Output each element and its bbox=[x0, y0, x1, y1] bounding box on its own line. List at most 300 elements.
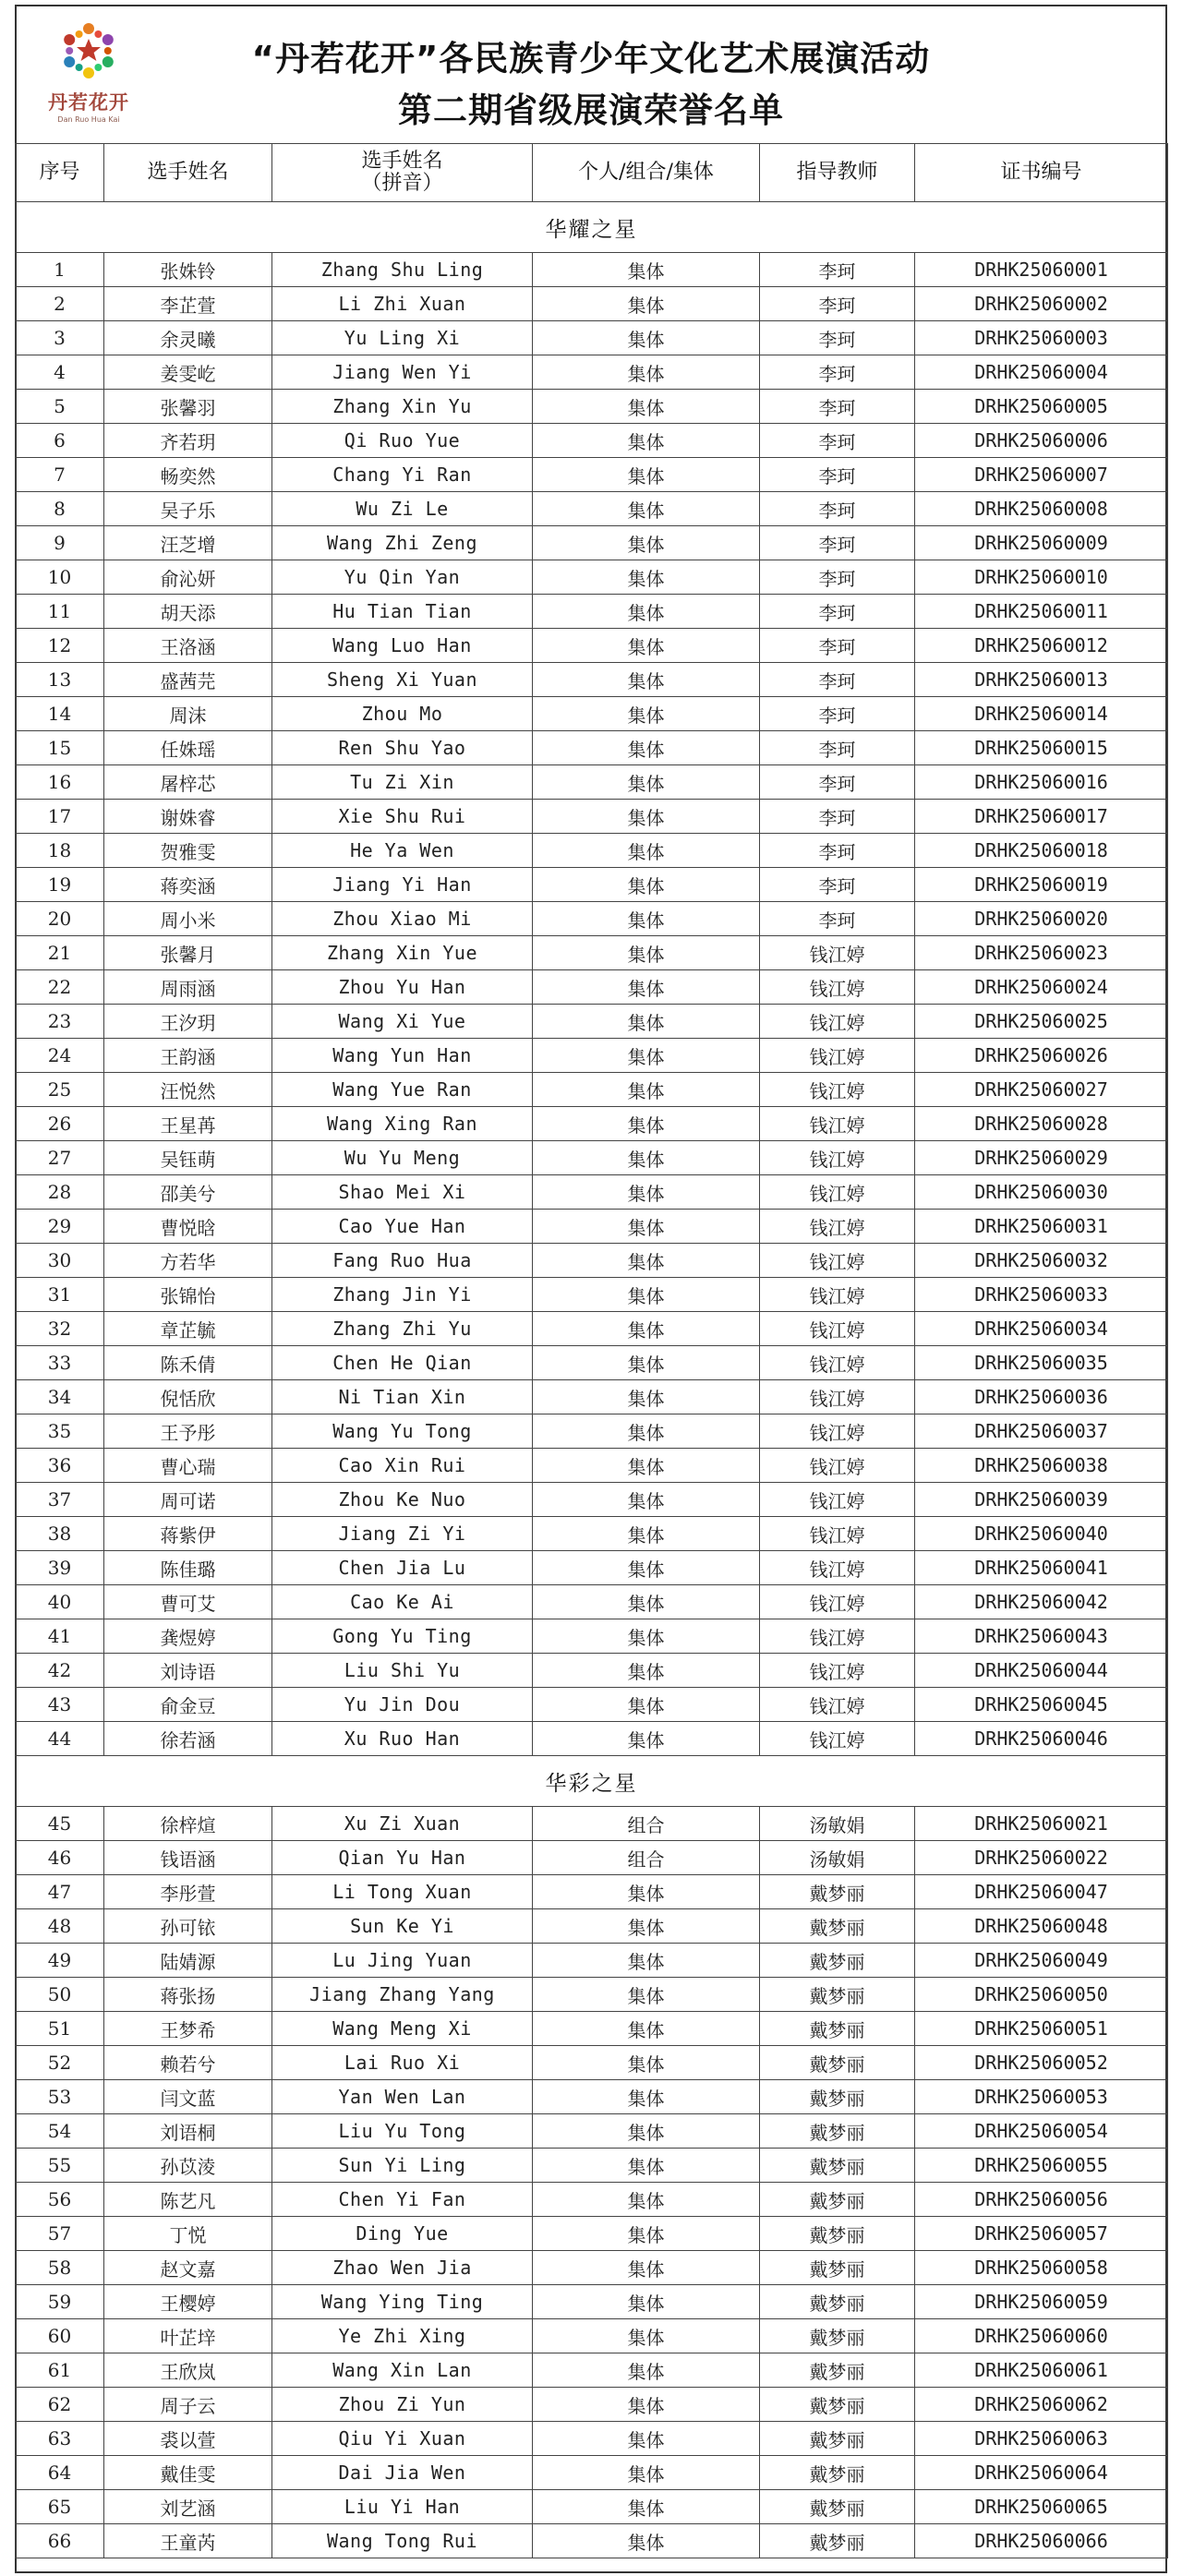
table-row bbox=[16, 492, 1168, 526]
table-row bbox=[16, 1414, 1168, 1449]
participation-type: 集体 bbox=[533, 2080, 760, 2114]
certificate-number: DRHK25060002 bbox=[915, 287, 1168, 321]
table-row bbox=[16, 1517, 1168, 1551]
certificate-number: DRHK25060001 bbox=[915, 253, 1168, 287]
instructor-name: 李珂 bbox=[760, 868, 915, 902]
participant-name: 龚煜婷 bbox=[104, 1619, 272, 1654]
participant-name: 俞金豆 bbox=[104, 1688, 272, 1722]
participant-pinyin: Gong Yu Ting bbox=[272, 1619, 533, 1654]
participant-pinyin: Zhou Ke Nuo bbox=[272, 1483, 533, 1517]
certificate-number: DRHK25060006 bbox=[915, 424, 1168, 458]
participant-name: 赵文嘉 bbox=[104, 2251, 272, 2285]
participation-type: 集体 bbox=[533, 1039, 760, 1073]
participant-name: 王星苒 bbox=[104, 1107, 272, 1141]
table-body bbox=[16, 202, 1168, 2558]
participant-name: 刘诗语 bbox=[104, 1654, 272, 1688]
participant-name: 王洛涵 bbox=[104, 629, 272, 663]
certificate-number: DRHK25060066 bbox=[915, 2524, 1168, 2558]
participant-name: 王汐玥 bbox=[104, 1005, 272, 1039]
instructor-name: 李珂 bbox=[760, 800, 915, 834]
row-index: 7 bbox=[16, 458, 104, 492]
participant-name: 孙可铱 bbox=[104, 1909, 272, 1944]
participant-name: 周小米 bbox=[104, 902, 272, 936]
row-index: 9 bbox=[16, 526, 104, 560]
certificate-number: DRHK25060033 bbox=[915, 1278, 1168, 1312]
participation-type: 集体 bbox=[533, 1483, 760, 1517]
row-index: 56 bbox=[16, 2183, 104, 2217]
participant-name: 刘语桐 bbox=[104, 2114, 272, 2149]
instructor-name: 戴梦丽 bbox=[760, 2046, 915, 2080]
table-row bbox=[16, 868, 1168, 902]
table-row bbox=[16, 2285, 1168, 2319]
row-index: 16 bbox=[16, 765, 104, 800]
participation-type: 集体 bbox=[533, 1278, 760, 1312]
participant-name: 陈艺凡 bbox=[104, 2183, 272, 2217]
participation-type: 集体 bbox=[533, 2490, 760, 2524]
participant-pinyin: Ren Shu Yao bbox=[272, 731, 533, 765]
instructor-name: 钱江婷 bbox=[760, 1722, 915, 1756]
certificate-number: DRHK25060028 bbox=[915, 1107, 1168, 1141]
certificate-number: DRHK25060063 bbox=[915, 2422, 1168, 2456]
participant-pinyin: Wang Tong Rui bbox=[272, 2524, 533, 2558]
table-row bbox=[16, 1278, 1168, 1312]
row-index: 38 bbox=[16, 1517, 104, 1551]
instructor-name: 钱江婷 bbox=[760, 936, 915, 970]
table-row bbox=[16, 1039, 1168, 1073]
row-index: 32 bbox=[16, 1312, 104, 1346]
table-row bbox=[16, 1619, 1168, 1654]
participant-pinyin: Qian Yu Han bbox=[272, 1841, 533, 1875]
participation-type: 集体 bbox=[533, 1107, 760, 1141]
table-row bbox=[16, 2490, 1168, 2524]
participant-name: 李芷萱 bbox=[104, 287, 272, 321]
row-index: 14 bbox=[16, 697, 104, 731]
section-title: 华耀之星 bbox=[16, 202, 1168, 253]
row-index: 5 bbox=[16, 390, 104, 424]
col-header-category: 个人/组合/集体 bbox=[533, 144, 760, 202]
row-index: 12 bbox=[16, 629, 104, 663]
participant-pinyin: Wu Yu Meng bbox=[272, 1141, 533, 1175]
participant-pinyin: Wang Luo Han bbox=[272, 629, 533, 663]
row-index: 53 bbox=[16, 2080, 104, 2114]
instructor-name: 李珂 bbox=[760, 390, 915, 424]
certificate-number: DRHK25060053 bbox=[915, 2080, 1168, 2114]
participant-pinyin: Cao Xin Rui bbox=[272, 1449, 533, 1483]
col-header-pinyin-text: 选手姓名 （拼音） bbox=[361, 150, 443, 195]
table-row bbox=[16, 1380, 1168, 1414]
participant-pinyin: Li Zhi Xuan bbox=[272, 287, 533, 321]
row-index: 50 bbox=[16, 1978, 104, 2012]
instructor-name: 汤敏娟 bbox=[760, 1841, 915, 1875]
instructor-name: 李珂 bbox=[760, 697, 915, 731]
participant-pinyin: Zhang Xin Yue bbox=[272, 936, 533, 970]
certificate-number: DRHK25060010 bbox=[915, 560, 1168, 595]
participation-type: 集体 bbox=[533, 390, 760, 424]
table-row bbox=[16, 2456, 1168, 2490]
participation-type: 集体 bbox=[533, 2422, 760, 2456]
participant-name: 徐梓煊 bbox=[104, 1807, 272, 1841]
participation-type: 集体 bbox=[533, 1346, 760, 1380]
participant-pinyin: Wang Xin Lan bbox=[272, 2353, 533, 2388]
instructor-name: 钱江婷 bbox=[760, 1039, 915, 1073]
certificate-number: DRHK25060046 bbox=[915, 1722, 1168, 1756]
participant-pinyin: Zhang Zhi Yu bbox=[272, 1312, 533, 1346]
participant-name: 李彤萱 bbox=[104, 1875, 272, 1909]
row-index: 18 bbox=[16, 834, 104, 868]
participation-type: 集体 bbox=[533, 2388, 760, 2422]
row-index: 44 bbox=[16, 1722, 104, 1756]
certificate-number: DRHK25060030 bbox=[915, 1175, 1168, 1210]
certificate-number: DRHK25060012 bbox=[915, 629, 1168, 663]
participant-pinyin: Liu Shi Yu bbox=[272, 1654, 533, 1688]
participation-type: 集体 bbox=[533, 2217, 760, 2251]
table-row bbox=[16, 390, 1168, 424]
participation-type: 集体 bbox=[533, 287, 760, 321]
table-row bbox=[16, 2319, 1168, 2353]
row-index: 58 bbox=[16, 2251, 104, 2285]
participant-pinyin: Sun Ke Yi bbox=[272, 1909, 533, 1944]
table-row bbox=[16, 1551, 1168, 1585]
participant-name: 倪恬欣 bbox=[104, 1380, 272, 1414]
participation-type: 集体 bbox=[533, 1619, 760, 1654]
participant-name: 俞沁妍 bbox=[104, 560, 272, 595]
certificate-number: DRHK25060025 bbox=[915, 1005, 1168, 1039]
row-index: 8 bbox=[16, 492, 104, 526]
participation-type: 集体 bbox=[533, 595, 760, 629]
instructor-name: 钱江婷 bbox=[760, 1517, 915, 1551]
participation-type: 组合 bbox=[533, 1807, 760, 1841]
participant-name: 曹可艾 bbox=[104, 1585, 272, 1619]
table-row bbox=[16, 2080, 1168, 2114]
instructor-name: 戴梦丽 bbox=[760, 2149, 915, 2183]
row-index: 41 bbox=[16, 1619, 104, 1654]
section-header-row bbox=[16, 202, 1168, 253]
participant-pinyin: Ye Zhi Xing bbox=[272, 2319, 533, 2353]
participant-pinyin: Lu Jing Yuan bbox=[272, 1944, 533, 1978]
participant-pinyin: Zhou Yu Han bbox=[272, 970, 533, 1005]
instructor-name: 戴梦丽 bbox=[760, 2114, 915, 2149]
instructor-name: 钱江婷 bbox=[760, 970, 915, 1005]
row-index: 66 bbox=[16, 2524, 104, 2558]
participant-pinyin: Shao Mei Xi bbox=[272, 1175, 533, 1210]
participant-name: 戴佳雯 bbox=[104, 2456, 272, 2490]
certificate-number: DRHK25060037 bbox=[915, 1414, 1168, 1449]
instructor-name: 戴梦丽 bbox=[760, 2217, 915, 2251]
participant-pinyin: Cao Ke Ai bbox=[272, 1585, 533, 1619]
certificate-number: DRHK25060031 bbox=[915, 1210, 1168, 1244]
participant-pinyin: Xu Zi Xuan bbox=[272, 1807, 533, 1841]
participation-type: 集体 bbox=[533, 424, 760, 458]
table-row bbox=[16, 2388, 1168, 2422]
row-index: 52 bbox=[16, 2046, 104, 2080]
participant-name: 王梦希 bbox=[104, 2012, 272, 2046]
participant-pinyin: Yu Qin Yan bbox=[272, 560, 533, 595]
participant-name: 曹心瑞 bbox=[104, 1449, 272, 1483]
table-row bbox=[16, 1875, 1168, 1909]
instructor-name: 戴梦丽 bbox=[760, 2524, 915, 2558]
participant-name: 王樱婷 bbox=[104, 2285, 272, 2319]
row-index: 10 bbox=[16, 560, 104, 595]
participation-type: 集体 bbox=[533, 1944, 760, 1978]
participation-type: 集体 bbox=[533, 1141, 760, 1175]
certificate-number: DRHK25060057 bbox=[915, 2217, 1168, 2251]
participation-type: 集体 bbox=[533, 868, 760, 902]
participant-name: 闫文蓝 bbox=[104, 2080, 272, 2114]
certificate-number: DRHK25060042 bbox=[915, 1585, 1168, 1619]
table-row bbox=[16, 1585, 1168, 1619]
participant-name: 周子云 bbox=[104, 2388, 272, 2422]
row-index: 33 bbox=[16, 1346, 104, 1380]
certificate-number: DRHK25060044 bbox=[915, 1654, 1168, 1688]
participation-type: 集体 bbox=[533, 2183, 760, 2217]
table-row bbox=[16, 970, 1168, 1005]
participation-type: 集体 bbox=[533, 629, 760, 663]
participation-type: 集体 bbox=[533, 2524, 760, 2558]
document-subtitle: 第二期省级展演荣誉名单 bbox=[398, 90, 784, 130]
participant-pinyin: Zhou Zi Yun bbox=[272, 2388, 533, 2422]
row-index: 35 bbox=[16, 1414, 104, 1449]
participant-pinyin: Wang Zhi Zeng bbox=[272, 526, 533, 560]
table-row bbox=[16, 2149, 1168, 2183]
participation-type: 集体 bbox=[533, 800, 760, 834]
row-index: 42 bbox=[16, 1654, 104, 1688]
participant-pinyin: Sun Yi Ling bbox=[272, 2149, 533, 2183]
participant-name: 蒋张扬 bbox=[104, 1978, 272, 2012]
row-index: 28 bbox=[16, 1175, 104, 1210]
instructor-name: 李珂 bbox=[760, 765, 915, 800]
certificate-number: DRHK25060060 bbox=[915, 2319, 1168, 2353]
row-index: 46 bbox=[16, 1841, 104, 1875]
participation-type: 集体 bbox=[533, 2012, 760, 2046]
participant-name: 余灵曦 bbox=[104, 321, 272, 355]
row-index: 25 bbox=[16, 1073, 104, 1107]
certificate-number: DRHK25060047 bbox=[915, 1875, 1168, 1909]
row-index: 29 bbox=[16, 1210, 104, 1244]
participant-name: 周雨涵 bbox=[104, 970, 272, 1005]
participant-name: 王童芮 bbox=[104, 2524, 272, 2558]
row-index: 2 bbox=[16, 287, 104, 321]
col-header-index: 序号 bbox=[16, 144, 104, 202]
certificate-number: DRHK25060019 bbox=[915, 868, 1168, 902]
participant-pinyin: Wang Xing Ran bbox=[272, 1107, 533, 1141]
participant-name: 孙苡淩 bbox=[104, 2149, 272, 2183]
participant-name: 陈佳璐 bbox=[104, 1551, 272, 1585]
certificate-number: DRHK25060011 bbox=[915, 595, 1168, 629]
certificate-number: DRHK25060022 bbox=[915, 1841, 1168, 1875]
instructor-name: 钱江婷 bbox=[760, 1141, 915, 1175]
participant-pinyin: Chen Jia Lu bbox=[272, 1551, 533, 1585]
participant-name: 齐若玥 bbox=[104, 424, 272, 458]
participant-pinyin: He Ya Wen bbox=[272, 834, 533, 868]
certificate-number: DRHK25060038 bbox=[915, 1449, 1168, 1483]
instructor-name: 李珂 bbox=[760, 834, 915, 868]
participant-pinyin: Ni Tian Xin bbox=[272, 1380, 533, 1414]
instructor-name: 戴梦丽 bbox=[760, 1978, 915, 2012]
table-row bbox=[16, 1073, 1168, 1107]
participation-type: 集体 bbox=[533, 765, 760, 800]
instructor-name: 李珂 bbox=[760, 629, 915, 663]
participant-name: 周沫 bbox=[104, 697, 272, 731]
instructor-name: 钱江婷 bbox=[760, 1312, 915, 1346]
instructor-name: 钱江婷 bbox=[760, 1449, 915, 1483]
col-header-teacher: 指导教师 bbox=[760, 144, 915, 202]
participation-type: 集体 bbox=[533, 355, 760, 390]
participation-type: 集体 bbox=[533, 253, 760, 287]
certificate-number: DRHK25060007 bbox=[915, 458, 1168, 492]
table-row bbox=[16, 2217, 1168, 2251]
instructor-name: 钱江婷 bbox=[760, 1551, 915, 1585]
participant-name: 裘以萱 bbox=[104, 2422, 272, 2456]
participant-pinyin: Lai Ruo Xi bbox=[272, 2046, 533, 2080]
participation-type: 集体 bbox=[533, 2251, 760, 2285]
participation-type: 集体 bbox=[533, 1585, 760, 1619]
participant-name: 张姝铃 bbox=[104, 253, 272, 287]
table-row bbox=[16, 458, 1168, 492]
participant-name: 王韵涵 bbox=[104, 1039, 272, 1073]
instructor-name: 钱江婷 bbox=[760, 1483, 915, 1517]
instructor-name: 汤敏娟 bbox=[760, 1807, 915, 1841]
table-row bbox=[16, 321, 1168, 355]
participant-pinyin: Fang Ruo Hua bbox=[272, 1244, 533, 1278]
participant-name: 张锦怡 bbox=[104, 1278, 272, 1312]
participant-name: 刘艺涵 bbox=[104, 2490, 272, 2524]
participation-type: 集体 bbox=[533, 1722, 760, 1756]
table-row bbox=[16, 697, 1168, 731]
row-index: 62 bbox=[16, 2388, 104, 2422]
participant-pinyin: Zhao Wen Jia bbox=[272, 2251, 533, 2285]
table-row bbox=[16, 1978, 1168, 2012]
row-index: 6 bbox=[16, 424, 104, 458]
certificate-number: DRHK25060003 bbox=[915, 321, 1168, 355]
participation-type: 集体 bbox=[533, 697, 760, 731]
participant-pinyin: Cao Yue Han bbox=[272, 1210, 533, 1244]
certificate-number: DRHK25060055 bbox=[915, 2149, 1168, 2183]
table-row bbox=[16, 424, 1168, 458]
participant-name: 章芷毓 bbox=[104, 1312, 272, 1346]
instructor-name: 钱江婷 bbox=[760, 1346, 915, 1380]
participant-name: 姜雯屹 bbox=[104, 355, 272, 390]
participation-type: 集体 bbox=[533, 663, 760, 697]
participation-type: 集体 bbox=[533, 321, 760, 355]
participation-type: 集体 bbox=[533, 2353, 760, 2388]
instructor-name: 李珂 bbox=[760, 492, 915, 526]
table-row bbox=[16, 1909, 1168, 1944]
certificate-number: DRHK25060050 bbox=[915, 1978, 1168, 2012]
participant-name: 徐若涵 bbox=[104, 1722, 272, 1756]
document-title: “丹若花开”各民族青少年文化艺术展演活动 bbox=[251, 39, 931, 78]
table-row bbox=[16, 2422, 1168, 2456]
instructor-name: 戴梦丽 bbox=[760, 2456, 915, 2490]
participant-name: 吴子乐 bbox=[104, 492, 272, 526]
certificate-number: DRHK25060062 bbox=[915, 2388, 1168, 2422]
participant-name: 贺雅雯 bbox=[104, 834, 272, 868]
participant-pinyin: Jiang Wen Yi bbox=[272, 355, 533, 390]
table-row bbox=[16, 1654, 1168, 1688]
table-row bbox=[16, 765, 1168, 800]
row-index: 57 bbox=[16, 2217, 104, 2251]
row-index: 55 bbox=[16, 2149, 104, 2183]
instructor-name: 李珂 bbox=[760, 321, 915, 355]
table-row bbox=[16, 2353, 1168, 2388]
participant-name: 叶芷垶 bbox=[104, 2319, 272, 2353]
table-row bbox=[16, 2114, 1168, 2149]
participant-pinyin: Xie Shu Rui bbox=[272, 800, 533, 834]
certificate-number: DRHK25060064 bbox=[915, 2456, 1168, 2490]
instructor-name: 戴梦丽 bbox=[760, 2319, 915, 2353]
participant-pinyin: Zhou Xiao Mi bbox=[272, 902, 533, 936]
participant-name: 谢姝睿 bbox=[104, 800, 272, 834]
participant-pinyin: Dai Jia Wen bbox=[272, 2456, 533, 2490]
certificate-number: DRHK25060004 bbox=[915, 355, 1168, 390]
table-row bbox=[16, 1107, 1168, 1141]
table-row bbox=[16, 2183, 1168, 2217]
instructor-name: 李珂 bbox=[760, 663, 915, 697]
participant-pinyin: Yu Jin Dou bbox=[272, 1688, 533, 1722]
instructor-name: 钱江婷 bbox=[760, 1175, 915, 1210]
logo-wordmark: 丹若花开 bbox=[48, 90, 129, 114]
instructor-name: 李珂 bbox=[760, 355, 915, 390]
participant-name: 张馨月 bbox=[104, 936, 272, 970]
participant-name: 赖若兮 bbox=[104, 2046, 272, 2080]
instructor-name: 戴梦丽 bbox=[760, 2353, 915, 2388]
certificate-number: DRHK25060040 bbox=[915, 1517, 1168, 1551]
participant-pinyin: Li Tong Xuan bbox=[272, 1875, 533, 1909]
participant-name: 陆婧源 bbox=[104, 1944, 272, 1978]
participant-name: 王欣岚 bbox=[104, 2353, 272, 2388]
participant-name: 周可诺 bbox=[104, 1483, 272, 1517]
participation-type: 集体 bbox=[533, 1551, 760, 1585]
certificate-number: DRHK25060024 bbox=[915, 970, 1168, 1005]
participation-type: 集体 bbox=[533, 1688, 760, 1722]
participant-pinyin: Wang Xi Yue bbox=[272, 1005, 533, 1039]
participant-name: 盛茜芫 bbox=[104, 663, 272, 697]
document-header bbox=[15, 5, 1167, 143]
participation-type: 集体 bbox=[533, 458, 760, 492]
participation-type: 集体 bbox=[533, 834, 760, 868]
row-index: 63 bbox=[16, 2422, 104, 2456]
row-index: 15 bbox=[16, 731, 104, 765]
row-index: 4 bbox=[16, 355, 104, 390]
participant-pinyin: Xu Ruo Han bbox=[272, 1722, 533, 1756]
certificate-number: DRHK25060013 bbox=[915, 663, 1168, 697]
instructor-name: 钱江婷 bbox=[760, 1005, 915, 1039]
table-row bbox=[16, 526, 1168, 560]
table-row bbox=[16, 253, 1168, 287]
participant-pinyin: Zhou Mo bbox=[272, 697, 533, 731]
participant-name: 汪芝增 bbox=[104, 526, 272, 560]
participation-type: 集体 bbox=[533, 1449, 760, 1483]
certificate-number: DRHK25060015 bbox=[915, 731, 1168, 765]
table-row bbox=[16, 629, 1168, 663]
instructor-name: 戴梦丽 bbox=[760, 1909, 915, 1944]
participation-type: 集体 bbox=[533, 1244, 760, 1278]
participation-type: 集体 bbox=[533, 1073, 760, 1107]
participant-name: 陈禾倩 bbox=[104, 1346, 272, 1380]
table-row bbox=[16, 1722, 1168, 1756]
participant-name: 王予彤 bbox=[104, 1414, 272, 1449]
table-row bbox=[16, 560, 1168, 595]
certificate-number: DRHK25060048 bbox=[915, 1909, 1168, 1944]
participant-name: 邵美兮 bbox=[104, 1175, 272, 1210]
participant-pinyin: Wu Zi Le bbox=[272, 492, 533, 526]
participation-type: 集体 bbox=[533, 731, 760, 765]
certificate-number: DRHK25060017 bbox=[915, 800, 1168, 834]
section-header-row bbox=[16, 1756, 1168, 1807]
table-row bbox=[16, 663, 1168, 697]
participant-name: 畅奕然 bbox=[104, 458, 272, 492]
table-row bbox=[16, 1449, 1168, 1483]
certificate-number: DRHK25060054 bbox=[915, 2114, 1168, 2149]
